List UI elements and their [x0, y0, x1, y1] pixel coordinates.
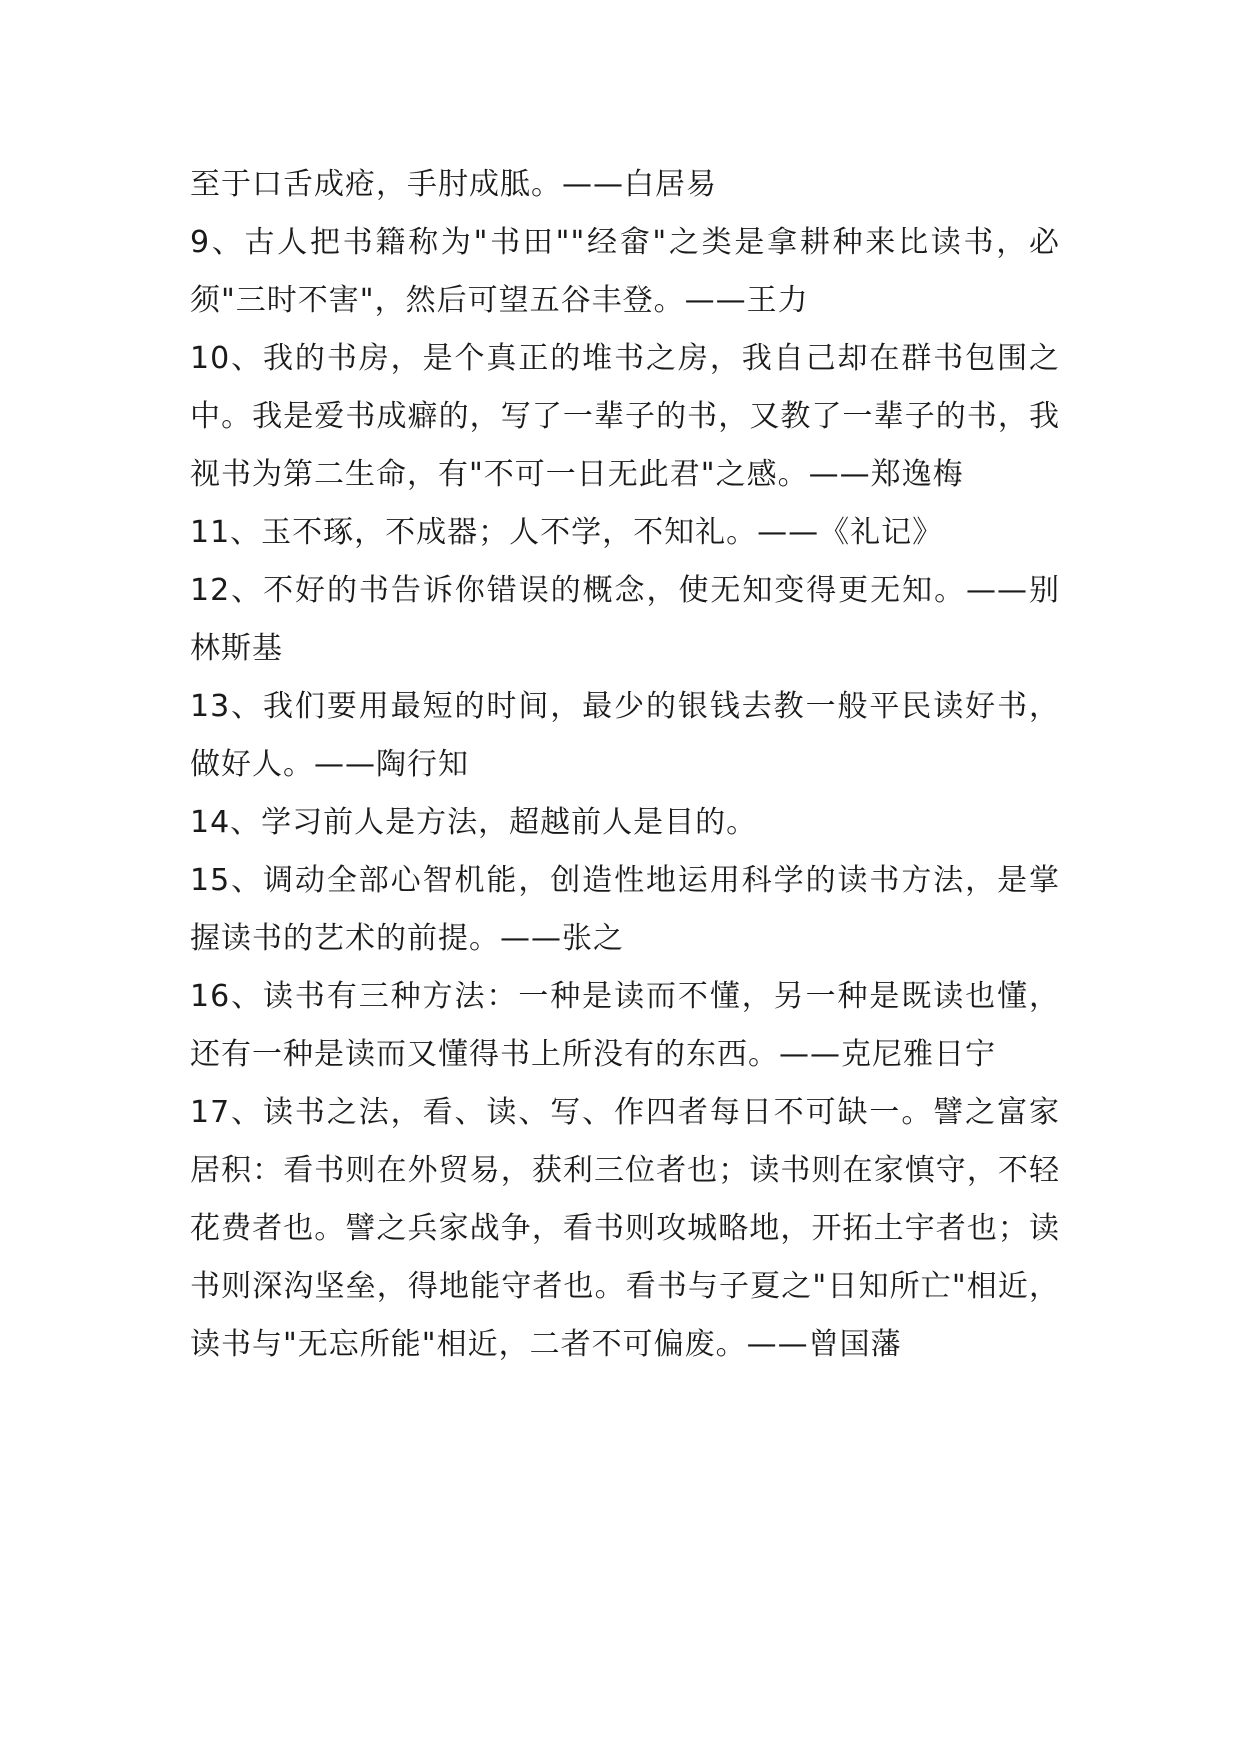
quote-paragraph: 至于口舌成疮，手肘成胝。——白居易 [190, 167, 717, 202]
quote-paragraph: 17、读书之法，看、读、写、作四者每日不可缺一。譬之富家居积：看书则在外贸易，获利三位者也；读书则在家慎守，不轻花费者也。譬之兵家战争，看书则攻城略地，开拓土宇者也；读书则深沟坚垒，得地能守者也。看书与子夏之"日知所亡"相近，读书与"无忘所能"相近，二者不可偏废。——曾国藩 [190, 1095, 1060, 1362]
quote-paragraph: 12、不好的书告诉你错误的概念，使无知变得更无知。——别林斯基 [190, 573, 1060, 666]
quote-paragraph: 11、玉不琢，不成器；人不学，不知礼。——《礼记》 [190, 515, 944, 550]
quote-paragraph: 14、学习前人是方法，超越前人是目的。 [190, 805, 758, 840]
quote-paragraph: 10、我的书房，是个真正的堆书之房，我自己却在群书包围之中。我是爱书成癖的，写了一辈子的书，又教了一辈子的书，我视书为第二生命，有"不可一日无此君"之感。——郑逸梅 [190, 341, 1060, 492]
quote-paragraph: 15、调动全部心智机能，创造性地运用科学的读书方法，是掌握读书的艺术的前提。——张之 [190, 863, 1060, 956]
quote-paragraph: 9、古人把书籍称为"书田""经畲"之类是拿耕种来比读书，必须"三时不害"，然后可望五谷丰登。——王力 [190, 225, 1060, 318]
quote-paragraph: 16、读书有三种方法：一种是读而不懂，另一种是既读也懂，还有一种是读而又懂得书上所没有的东西。——克尼雅日宁 [190, 979, 1060, 1072]
quote-paragraph: 13、我们要用最短的时间，最少的银钱去教一般平民读好书，做好人。——陶行知 [190, 689, 1060, 782]
quote-list [190, 156, 1060, 1374]
